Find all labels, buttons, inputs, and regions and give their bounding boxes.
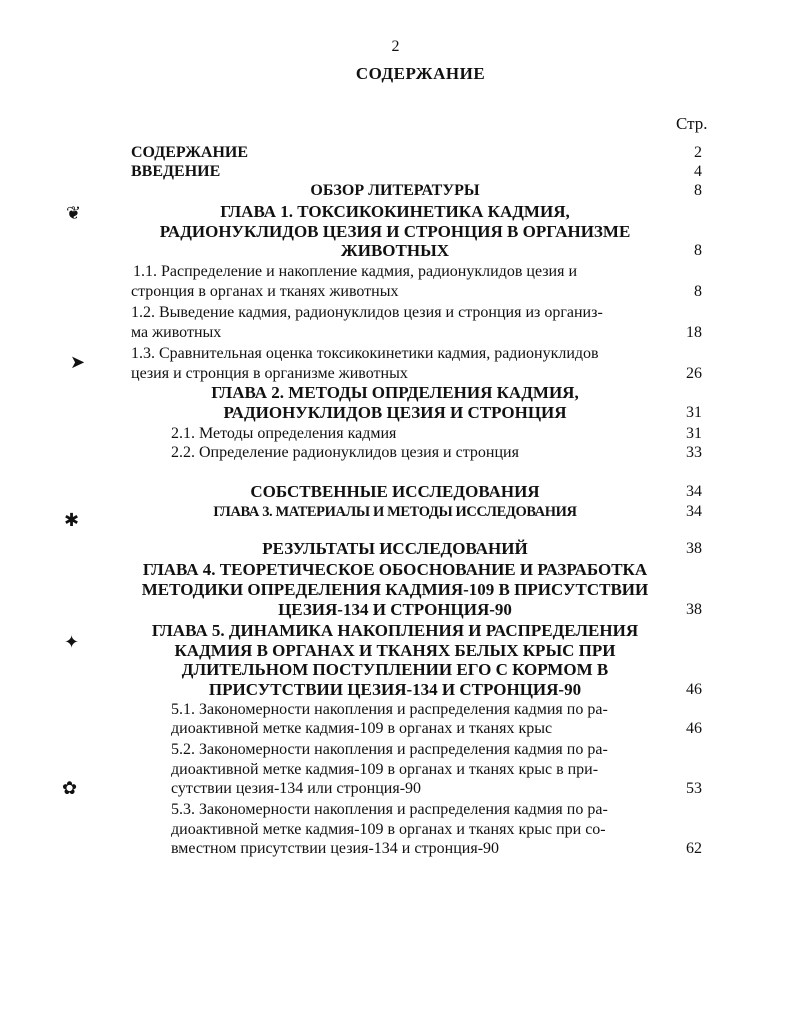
toc-page-number: 4: [694, 163, 702, 180]
toc-page-number: 26: [686, 365, 702, 382]
scan-artifact-mark: ➤: [70, 352, 86, 372]
page-column-label: Стр.: [676, 114, 708, 133]
toc-row[interactable]: [0, 621, 791, 641]
toc-row[interactable]: [0, 820, 791, 840]
toc-row[interactable]: [0, 580, 791, 600]
page-number: 2: [391, 38, 400, 55]
toc-row[interactable]: [0, 600, 791, 620]
toc-row[interactable]: [0, 241, 791, 261]
toc-page-number: 38: [686, 540, 702, 557]
toc-page-number: 33: [686, 444, 702, 461]
toc-row[interactable]: [0, 383, 791, 403]
toc-entry-text: 5.3. Закономерности накопления и распределения кадмия по ра-: [171, 801, 608, 818]
toc-row[interactable]: [0, 641, 791, 661]
toc-row[interactable]: [0, 202, 791, 222]
toc-entry-text: ЦЕЗИЯ-134 И СТРОНЦИЯ-90: [278, 600, 512, 619]
toc-entry-text: ГЛАВА 5. ДИНАМИКА НАКОПЛЕНИЯ И РАСПРЕДЕЛЕНИЯ: [151, 621, 639, 640]
toc-row[interactable]: [0, 560, 791, 580]
toc-row[interactable]: [0, 162, 791, 182]
toc-entry-text: 1.2. Выведение кадмия, радионуклидов цезия и стронция из организ-: [131, 304, 603, 321]
toc-entry-text: диоактивной метке кадмия-109 в органах и тканях крыс: [171, 720, 553, 737]
toc-entry-text: вместном присутствии цезия-134 и стронция-90: [171, 840, 500, 857]
toc-row[interactable]: [0, 323, 791, 343]
toc-row[interactable]: [0, 262, 791, 282]
toc-entry-text: 5.1. Закономерности накопления и распределения кадмия по ра-: [171, 701, 608, 718]
toc-entry-text: диоактивной метке кадмия-109 в органах и тканях крыс при со-: [171, 821, 606, 838]
toc-entry-text: 5.2. Закономерности накопления и распределения кадмия по ра-: [171, 741, 608, 758]
toc-page-number: 8: [694, 182, 702, 199]
toc-entry-text: РАДИОНУКЛИДОВ ЦЕЗИЯ И СТРОНЦИЯ В ОРГАНИЗМЕ: [159, 222, 631, 241]
toc-entry-text: цезия и стронция в организме животных: [131, 365, 408, 382]
toc-row[interactable]: [0, 344, 791, 364]
toc-entry-text: РЕЗУЛЬТАТЫ ИССЛЕДОВАНИЙ: [262, 539, 528, 558]
toc-entry-text: 1.3. Сравнительная оценка токсикокинетики кадмия, радионуклидов: [131, 345, 599, 362]
toc-entry-text: ВВЕДЕНИЕ: [131, 163, 221, 180]
toc-page-number: 53: [686, 780, 702, 797]
toc-entry-text: стронция в органах и тканях животных: [131, 283, 399, 300]
toc-entry-text: РАДИОНУКЛИДОВ ЦЕЗИЯ И СТРОНЦИЯ: [223, 403, 567, 422]
toc-row[interactable]: [0, 143, 791, 163]
toc-row[interactable]: [0, 680, 791, 700]
page-title: СОДЕРЖАНИЕ: [355, 64, 486, 83]
toc-page-number: 18: [686, 324, 702, 341]
toc-row[interactable]: [0, 719, 791, 739]
toc-page-number: 2: [694, 144, 702, 161]
toc-row[interactable]: [0, 740, 791, 760]
toc-entry-text: СОБСТВЕННЫЕ ИССЛЕДОВАНИЯ: [250, 482, 540, 501]
toc-entry-text: ГЛАВА 1. ТОКСИКОКИНЕТИКА КАДМИЯ,: [220, 202, 570, 221]
toc-row[interactable]: [0, 181, 791, 201]
toc-row[interactable]: [0, 403, 791, 423]
toc-page-number: 62: [686, 840, 702, 857]
toc-page-number: 34: [686, 483, 702, 500]
toc-entry-text: ГЛАВА 2. МЕТОДЫ ОПРДЕЛЕНИЯ КАДМИЯ,: [211, 383, 579, 402]
scan-artifact-mark: ✦: [64, 632, 80, 652]
scan-artifact-mark: ❦: [66, 203, 82, 223]
toc-row[interactable]: [0, 364, 791, 384]
toc-row[interactable]: [0, 482, 791, 502]
toc-entry-text: ПРИСУТСТВИИ ЦЕЗИЯ-134 И СТРОНЦИЯ-90: [208, 680, 582, 699]
toc-entry-text: 2.1. Методы определения кадмия: [171, 425, 397, 442]
toc-row[interactable]: [0, 222, 791, 242]
toc-entry-text: ГЛАВА 3. МАТЕРИАЛЫ И МЕТОДЫ ИССЛЕДОВАНИЯ: [213, 504, 577, 520]
toc-row[interactable]: [0, 282, 791, 302]
toc-row[interactable]: [0, 779, 791, 799]
toc-entry-text: 1.1. Распределение и накопление кадмия, радионуклидов цезия и: [133, 263, 578, 280]
toc-row[interactable]: [0, 760, 791, 780]
toc-entry-text: ЖИВОТНЫХ: [340, 241, 450, 260]
toc-entry-text: 2.2. Определение радионуклидов цезия и стронция: [171, 444, 519, 461]
toc-entry-text: КАДМИЯ В ОРГАНАХ И ТКАНЯХ БЕЛЫХ КРЫС ПРИ: [174, 641, 616, 660]
toc-entry-text: МЕТОДИКИ ОПРЕДЕЛЕНИЯ КАДМИЯ-109 В ПРИСУТСТВИИ: [141, 580, 649, 599]
toc-page-number: 46: [686, 720, 702, 737]
toc-row[interactable]: [0, 303, 791, 323]
toc-page-number: 34: [686, 503, 702, 520]
toc-page-number: 8: [694, 242, 702, 259]
toc-row[interactable]: [0, 443, 791, 463]
toc-entry-text: СОДЕРЖАНИЕ: [131, 144, 249, 161]
toc-page-number: 8: [694, 283, 702, 300]
toc-page-number: 38: [686, 601, 702, 618]
toc-row[interactable]: [0, 424, 791, 444]
toc-entry-text: ДЛИТЕЛЬНОМ ПОСТУПЛЕНИИ ЕГО С КОРМОМ В: [181, 660, 609, 679]
toc-row[interactable]: [0, 502, 791, 522]
toc-entry-text: ГЛАВА 4. ТЕОРЕТИЧЕСКОЕ ОБОСНОВАНИЕ И РАЗРАБОТКА: [142, 560, 648, 579]
scan-artifact-mark: ✿: [62, 778, 78, 798]
toc-entry-text: ма животных: [131, 324, 222, 341]
toc-row[interactable]: [0, 839, 791, 859]
toc-page-number: 46: [686, 681, 702, 698]
toc-row[interactable]: [0, 800, 791, 820]
toc-row[interactable]: [0, 539, 791, 559]
toc-page-number: 31: [686, 425, 702, 442]
toc-entry-text: ОБЗОР ЛИТЕРАТУРЫ: [310, 182, 480, 199]
toc-page-number: 31: [686, 404, 702, 421]
toc-row[interactable]: [0, 660, 791, 680]
scan-artifact-mark: ✱: [64, 510, 80, 530]
toc-entry-text: диоактивной метке кадмия-109 в органах и тканях крыс в при-: [171, 761, 599, 778]
toc-entry-text: сутствии цезия-134 или стронция-90: [171, 780, 422, 797]
toc-row[interactable]: [0, 700, 791, 720]
